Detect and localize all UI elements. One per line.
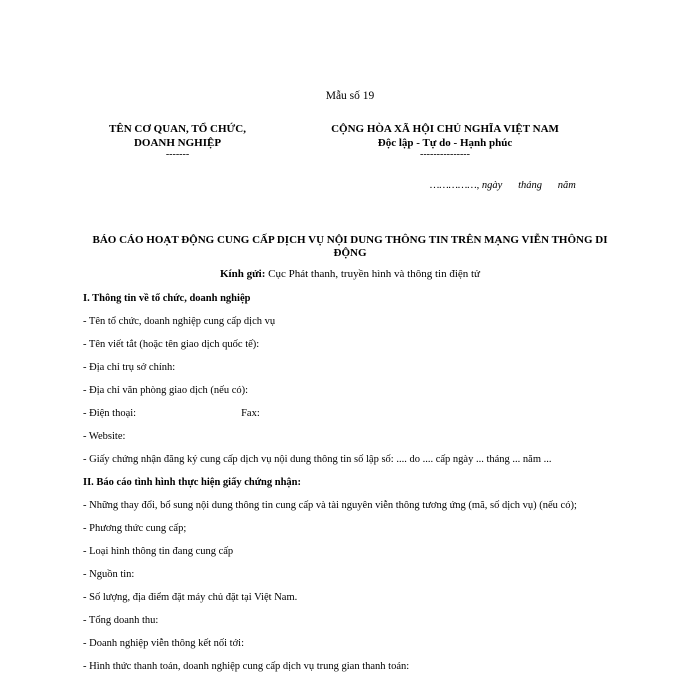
report-body xyxy=(83,292,613,683)
form-number: Mẫu số 19 xyxy=(325,90,375,102)
section-2-item: - Tổng doanh thu: xyxy=(83,615,159,626)
section-2-item: - Phương thức cung cấp; xyxy=(83,523,187,534)
section-2-item: - Những thay đổi, bổ sung nội dung thông tin cung cấp và tài nguyên viễn thông tương ứng (mã, số dịch vụ) (nếu có); xyxy=(83,500,577,511)
national-header xyxy=(300,122,590,160)
recipient-label: Kính gửi: xyxy=(219,268,266,280)
phone-fax-row xyxy=(83,407,613,420)
section-1-item: - Tên tổ chức, doanh nghiệp cung cấp dịch vụ xyxy=(83,316,276,327)
section-2-item: - Loại hình thông tin đang cung cấp xyxy=(83,546,234,557)
fax-label: Fax: xyxy=(241,408,260,419)
organization-divider: ------- xyxy=(165,149,190,160)
certificate-row: - Giấy chứng nhận đăng ký cung cấp dịch vụ nội dung thông tin số lập số: .... do .... cấp ngày ... tháng ... năm ... xyxy=(83,454,552,465)
phone-label: - Điện thoại: xyxy=(83,408,137,419)
national-divider: --------------- xyxy=(420,149,470,160)
section-2-heading: II. Báo cáo tình hình thực hiện giấy chứng nhận: xyxy=(83,477,301,488)
recipient-value: Cục Phát thanh, truyền hình và thông tin điện tử xyxy=(265,268,481,280)
report-title: BÁO CÁO HOẠT ĐỘNG CUNG CẤP DỊCH VỤ NỘI DUNG THÔNG TIN TRÊN MẠNG VIỄN THÔNG DI ĐỘNG xyxy=(92,234,608,259)
organization-line-2: DOANH NGHIỆP xyxy=(133,137,222,149)
section-1-heading: I. Thông tin về tổ chức, doanh nghiệp xyxy=(83,293,251,304)
national-motto: Độc lập - Tự do - Hạnh phúc xyxy=(377,137,513,149)
section-2-item: - Nguồn tin: xyxy=(83,569,135,580)
recipient-line xyxy=(0,268,700,280)
section-1-item: - Địa chỉ trụ sở chính: xyxy=(83,362,176,373)
organization-header xyxy=(80,122,275,160)
section-2-item: - Số lượng, địa điểm đặt máy chủ đặt tại Việt Nam. xyxy=(83,592,298,603)
section-1-item: - Địa chỉ văn phòng giao dịch (nếu có): xyxy=(83,385,249,396)
section-1-item: - Tên viết tắt (hoặc tên giao dịch quốc tế): xyxy=(83,339,260,350)
organization-line-1: TÊN CƠ QUAN, TỔ CHỨC, xyxy=(109,123,246,135)
section-2-item: - Doanh nghiệp viễn thông kết nối tới: xyxy=(83,638,244,649)
website-row: - Website: xyxy=(83,431,126,442)
national-title: CỘNG HÒA XÃ HỘI CHỦ NGHĨA VIỆT NAM xyxy=(331,123,559,135)
date-line: ……………, ngày tháng năm xyxy=(430,180,576,191)
section-2-item: - Hình thức thanh toán, doanh nghiệp cung cấp dịch vụ trung gian thanh toán: xyxy=(83,661,410,672)
